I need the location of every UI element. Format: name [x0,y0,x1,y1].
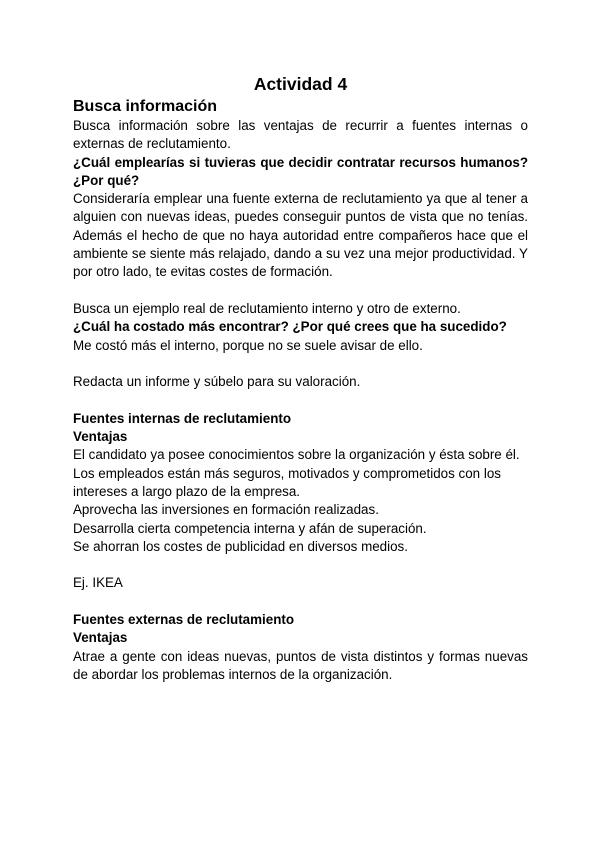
question-2: ¿Cuál ha costado más encontrar? ¿Por qué crees que ha sucedido? [73,319,507,335]
internal-advantage-item: Se ahorran los costes de publicidad en diversos medios. [73,538,408,554]
example-prompt: Busca un ejemplo real de reclutamiento interno y otro de externo. [73,300,461,316]
internal-advantages-subheading: Ventajas [73,429,128,445]
document-body [73,72,528,684]
internal-advantage-item: Aprovecha las inversiones en formación realizadas. [73,502,379,518]
internal-advantage-item: Los empleados están más seguros, motivados y comprometidos con los intereses a largo plazo de la empresa. [73,465,501,499]
answer-1: Consideraría emplear una fuente externa de reclutamiento ya que al tener a alguien con nuevas ideas, puedes conseguir puntos de vista que no tenías. Además el hecho de que no haya autoridad entre compañeros hace que el ambiente se siente más relajado, dando a su vez una mejor productividad. Y por otro lado, te evitas costes de formación. [73,191,528,280]
internal-sources-heading: Fuentes internas de reclutamiento [73,410,292,426]
question-1: ¿Cuál emplearías si tuvieras que decidir contratar recursos humanos? ¿Por qué? [73,154,528,188]
section-heading: Busca información [73,98,218,115]
internal-example: Ej. IKEA [73,575,123,591]
external-advantages-subheading: Ventajas [73,630,128,646]
intro-paragraph: Busca información sobre las ventajas de recurrir a fuentes internas o externas de reclutamiento. [73,118,528,152]
external-advantage-item: Atrae a gente con ideas nuevas, puntos de vista distintos y formas nuevas de abordar los problemas internos de la organización. [73,648,528,682]
report-prompt: Redacta un informe y súbelo para su valoración. [73,374,361,390]
internal-advantage-item: El candidato ya posee conocimientos sobre la organización y ésta sobre él. [73,447,520,463]
external-sources-heading: Fuentes externas de reclutamiento [73,612,295,628]
internal-advantage-item: Desarrolla cierta competencia interna y afán de superación. [73,520,427,536]
document-title: Actividad 4 [253,74,348,94]
answer-2: Me costó más el interno, porque no se suele avisar de ello. [73,337,423,353]
